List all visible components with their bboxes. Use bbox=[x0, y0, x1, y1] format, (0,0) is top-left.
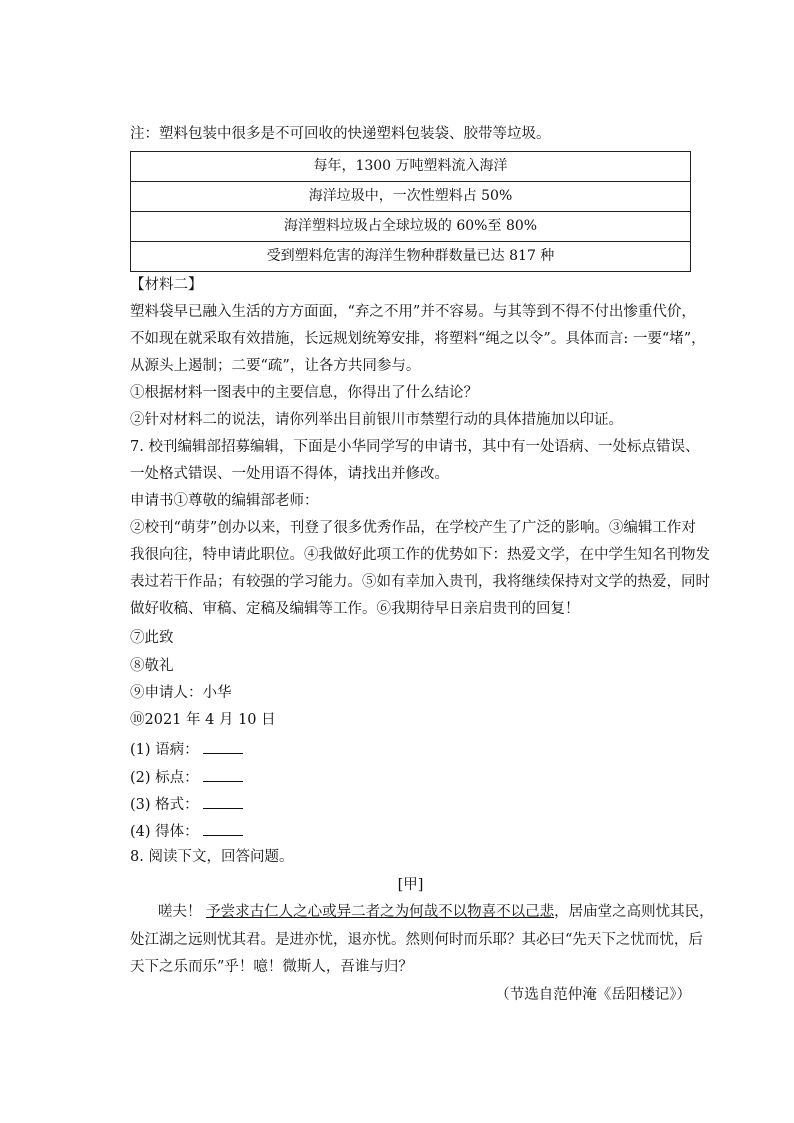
passage-text: ，居庙堂之高则忧其民， bbox=[554, 904, 714, 920]
letter-line: ⑦此致 bbox=[130, 630, 174, 646]
answer-blank[interactable] bbox=[203, 793, 243, 809]
answer-blank[interactable] bbox=[203, 766, 243, 782]
answer-line bbox=[130, 793, 715, 815]
table-cell: 海洋垃圾中，一次性塑料占 50% bbox=[131, 182, 691, 212]
data-table bbox=[130, 151, 691, 272]
table-row bbox=[131, 182, 691, 212]
answer-label: (3) 格式： bbox=[130, 797, 199, 813]
question-7-prompt: 一处格式错误、一处用语不得体，请找出并修改。 bbox=[130, 466, 449, 482]
material2-line: 塑料袋早已融入生活的方方面面，“弃之不用”并不容易。与其等到不得不付出惨重代价， bbox=[130, 304, 696, 320]
answer-line bbox=[130, 738, 715, 760]
letter-line: 申请书①尊敬的编辑部老师： bbox=[130, 493, 319, 509]
answer-line bbox=[130, 820, 715, 842]
letter-line: ⑧敬礼 bbox=[130, 658, 174, 674]
answer-label: (2) 标点： bbox=[130, 770, 199, 786]
passage-line: 处江湖之远则忧其君。是进亦忧，退亦忧。然则何时而乐耶？其必曰“先天下之忧而忧，后 bbox=[130, 932, 703, 948]
answer-blank[interactable] bbox=[203, 738, 243, 754]
passage-source: （节选自范仲淹《岳阳楼记》） bbox=[495, 987, 691, 1003]
answer-line bbox=[130, 766, 715, 788]
material2-line: 不如现在就采取有效措施，长远规划统筹安排，将塑料“绳之以令”。具体而言: 一要“堵”， bbox=[130, 331, 706, 347]
letter-line: ②校刊“萌芽”创办以来，刊登了很多优秀作品，在学校产生了广泛的影响。③编辑工作对 bbox=[130, 520, 696, 536]
letter-line: 表过若干作品；有较强的学习能力。⑤如有幸加入贵刊，我将继续保持对文学的热爱，同时 bbox=[130, 574, 710, 590]
question-6-2: ②针对材料二的说法，请你列举出目前银川市禁塑行动的具体措施加以印证。 bbox=[130, 412, 623, 428]
letter-line: ⑩2021 年 4 月 10 日 bbox=[130, 712, 276, 728]
table-cell: 每年，1300 万吨塑料流入海洋 bbox=[131, 152, 691, 182]
material2-heading: 【材料二】 bbox=[130, 277, 203, 293]
passage-text: 嗟夫！ bbox=[158, 904, 207, 920]
letter-line: ⑨申请人：小华 bbox=[130, 685, 232, 701]
letter-line: 我很向往，特申请此职位。④我做好此项工作的优势如下：热爱文学，在中学生知名刊物发 bbox=[130, 547, 710, 563]
material2-line: 从源头上遏制；二要“疏”，让各方共同参与。 bbox=[130, 358, 421, 374]
table-cell: 受到塑料危害的海洋生物种群数量已达 817 种 bbox=[131, 242, 691, 272]
passage-line bbox=[158, 902, 743, 922]
section-label: [甲] bbox=[397, 877, 424, 893]
table-row bbox=[131, 152, 691, 182]
answer-label: (4) 得体： bbox=[130, 824, 199, 840]
table-cell: 海洋塑料垃圾占全球垃圾的 60%至 80% bbox=[131, 212, 691, 242]
question-8-prompt: 8. 阅读下文，回答问题。 bbox=[130, 849, 294, 865]
question-7-prompt: 7. 校刊编辑部招募编辑，下面是小华同学写的申请书，其中有一处语病、一处标点错误、 bbox=[130, 439, 700, 455]
passage-line: 天下之乐而乐”乎！噫！微斯人，吾谁与归？ bbox=[130, 959, 413, 975]
letter-line: 做好收稿、审稿、定稿及编辑等工作。⑥我期待早日亲启贵刊的回复！ bbox=[130, 601, 580, 617]
note-text: 注：塑料包装中很多是不可回收的快递塑料包装袋、胶带等垃圾。 bbox=[130, 126, 551, 142]
answer-blank[interactable] bbox=[203, 820, 243, 836]
passage-underlined-text: 予尝求古仁人之心或异二者之为何哉不以物喜不以己悲 bbox=[206, 904, 555, 920]
table-row bbox=[131, 242, 691, 272]
table-row bbox=[131, 212, 691, 242]
question-6-1: ①根据材料一图表中的主要信息，你得出了什么结论？ bbox=[130, 385, 478, 401]
answer-label: (1) 语病： bbox=[130, 742, 199, 758]
